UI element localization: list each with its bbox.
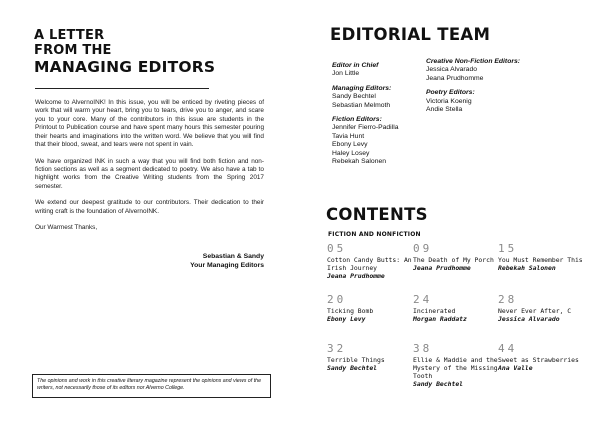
letter-paragraph: We extend our deepest gratitude to our contributors. Their dedication to their writing craft is the foundation of AlvernoINK.: [35, 199, 264, 215]
toc-author: Rebekah Salonen: [498, 264, 556, 272]
toc-page-number: 20: [327, 293, 347, 306]
toc-page-number: 38: [413, 342, 433, 355]
toc-author: Jessica Alvarado: [498, 315, 560, 323]
toc-title: Incinerated: [413, 307, 456, 315]
toc-author: Morgan Raddatz: [413, 315, 467, 323]
heading-divider: [35, 88, 209, 89]
toc-author: Jeana Prudhomme: [413, 264, 471, 272]
editor-name: Andie Stella: [426, 106, 463, 114]
editor-name: Sandy Bechtel: [332, 93, 376, 101]
letter-closing: Our Warmest Thanks,: [35, 224, 98, 232]
editor-group: [332, 62, 399, 79]
letter-heading-line1: A LETTER: [34, 28, 105, 43]
editor-name: Jessica Alvarado: [426, 66, 478, 74]
toc-page-number: 15: [498, 242, 518, 255]
editor-name: Victoria Koenig: [426, 97, 472, 105]
editor-name: Tavia Hunt: [332, 132, 365, 140]
toc-page-number: 05: [327, 242, 347, 255]
contents-section-label: FICTION AND NONFICTION: [328, 231, 421, 238]
editor-name: Jeana Prudhomme: [426, 74, 484, 82]
editor-name: Sebastian Melmoth: [332, 101, 391, 109]
toc-author: Sandy Bechtel: [327, 364, 378, 372]
toc-entry[interactable]: [327, 243, 419, 280]
editor-role: Fiction Editors:: [332, 116, 382, 124]
toc-author: Sandy Bechtel: [413, 380, 464, 388]
toc-entry[interactable]: [498, 343, 590, 372]
toc-title: Terrible Things: [327, 356, 385, 364]
letter-heading-line3: MANAGING EDITORS: [34, 58, 216, 76]
toc-entry[interactable]: [413, 243, 505, 272]
editorial-team-title: EDITORIAL TEAM: [330, 25, 491, 44]
toc-entry[interactable]: [498, 243, 590, 272]
editor-role: Editor in Chief: [332, 62, 379, 69]
contents-title: CONTENTS: [326, 205, 428, 224]
letter-heading: [34, 28, 215, 76]
editor-name: Rebekah Salonen: [332, 158, 387, 166]
editorial-page: [300, 0, 600, 424]
signature-role: Your Managing Editors: [190, 262, 264, 269]
editor-group: [426, 89, 520, 114]
toc-page-number: 32: [327, 342, 347, 355]
editor-name: Jon Little: [332, 70, 360, 78]
editor-group: [332, 116, 399, 166]
editor-role: Poetry Editors:: [426, 89, 475, 97]
letter-body: [35, 99, 264, 241]
toc-page-number: 28: [498, 293, 518, 306]
toc-author: Ebony Levy: [327, 315, 366, 323]
editor-name: Jennifer Fierro-Padilla: [332, 124, 399, 132]
editor-name: Ebony Levy: [332, 141, 368, 149]
toc-title: You Must Remember This: [498, 256, 583, 264]
editor-role: Creative Non-Fiction Editors:: [426, 58, 521, 65]
toc-entry[interactable]: [413, 343, 505, 388]
toc-title: Sweet as Strawberries: [498, 356, 579, 364]
editor-role: Managing Editors:: [332, 84, 392, 92]
toc-entry[interactable]: [327, 294, 419, 323]
toc-title: The Death of My Porch: [413, 256, 494, 264]
editor-group: [426, 58, 520, 83]
editorial-right-column: [426, 58, 520, 120]
toc-entry[interactable]: [413, 294, 505, 323]
toc-title: Never Ever After, C: [498, 307, 572, 315]
toc-author: Jeana Prudhomme: [327, 272, 385, 280]
toc-title: Ellie & Maddie and the Mystery of the Missing Tooth: [413, 356, 498, 380]
letter-paragraph: Welcome to AlvernoINK! In this issue, you will be enticed by riveting pieces of work that will warm your heart, bring you to tears, drive you to anger, and scare you to your core. Many of the contributors in this issue are students in the Printout to Publication course and have spent many hours this semester pouring their hearts and imaginations into the written word. We believe that you will find that their blood, sweat, and tears were not spent in vain.: [35, 99, 264, 149]
toc-author: Ana Valle: [498, 364, 533, 372]
toc-page-number: 09: [413, 242, 433, 255]
editorial-left-column: [332, 62, 399, 172]
toc-title: Ticking Bomb: [327, 307, 374, 315]
letter-heading-line2: FROM THE: [34, 43, 112, 58]
editor-name: Haley Losey: [332, 149, 370, 157]
disclaimer-box: The opinions and work in this creative literary magazine represent the opinions and views of the writers, not necessarily those of its editors nor Alverno College.: [32, 374, 271, 398]
toc-entry[interactable]: [327, 343, 419, 372]
toc-title: Cotton Candy Butts: An Irish Journey: [327, 256, 412, 272]
signature-names: Sebastian & Sandy: [202, 253, 264, 260]
letter-signature: [190, 252, 264, 270]
editor-group: [332, 85, 399, 110]
letter-paragraph: We have organized INK in such a way that you will find both fiction and non-fiction sections as well as a segment dedicated to poetry. We also have a tab to highlight works from the Creative Writing students from the Spring 2017 semester.: [35, 157, 264, 190]
toc-page-number: 44: [498, 342, 518, 355]
toc-page-number: 24: [413, 293, 433, 306]
toc-entry[interactable]: [498, 294, 590, 323]
